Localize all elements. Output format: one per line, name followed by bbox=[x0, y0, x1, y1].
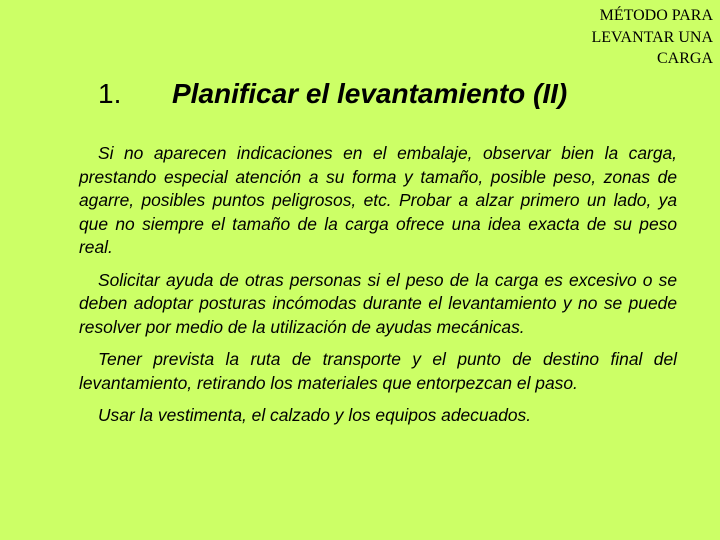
paragraph-2: Solicitar ayuda de otras personas si el peso de la carga es excesivo o se deben adoptar posturas incómodas durante el levantamiento y no se puede resolver por medio de la utilización de ayudas mecánicas. bbox=[79, 269, 677, 337]
corner-line-3: CARGA bbox=[656, 50, 713, 67]
paragraph-1: Si no aparecen indicaciones en el embalaje, observar bien la carga, prestando especial atención a su forma y tamaño, posible peso, zonas de agarre, posibles puntos peligrosos, etc. Probar a alzar primero un lado, ya que no siempre el tamaño de la carga ofrece una idea exacta de su peso real. bbox=[79, 143, 677, 257]
corner-line-2: LEVANTAR UNA bbox=[591, 28, 713, 46]
paragraph-3: Tener prevista la ruta de transporte y el punto de destino final del levantamiento, retirando los materiales que entorpezcan el paso. bbox=[79, 349, 677, 393]
slide-title bbox=[98, 76, 567, 112]
slide-body bbox=[79, 142, 677, 437]
slide-number: 1. bbox=[98, 78, 122, 109]
corner-line-1: MÉTODO PARA bbox=[599, 7, 713, 24]
paragraph-4: Usar la vestimenta, el calzado y los equipos adecuados. bbox=[98, 405, 532, 425]
header-corner-label bbox=[543, 5, 713, 70]
slide-title-text: Planificar el levantamiento (II) bbox=[172, 78, 568, 109]
